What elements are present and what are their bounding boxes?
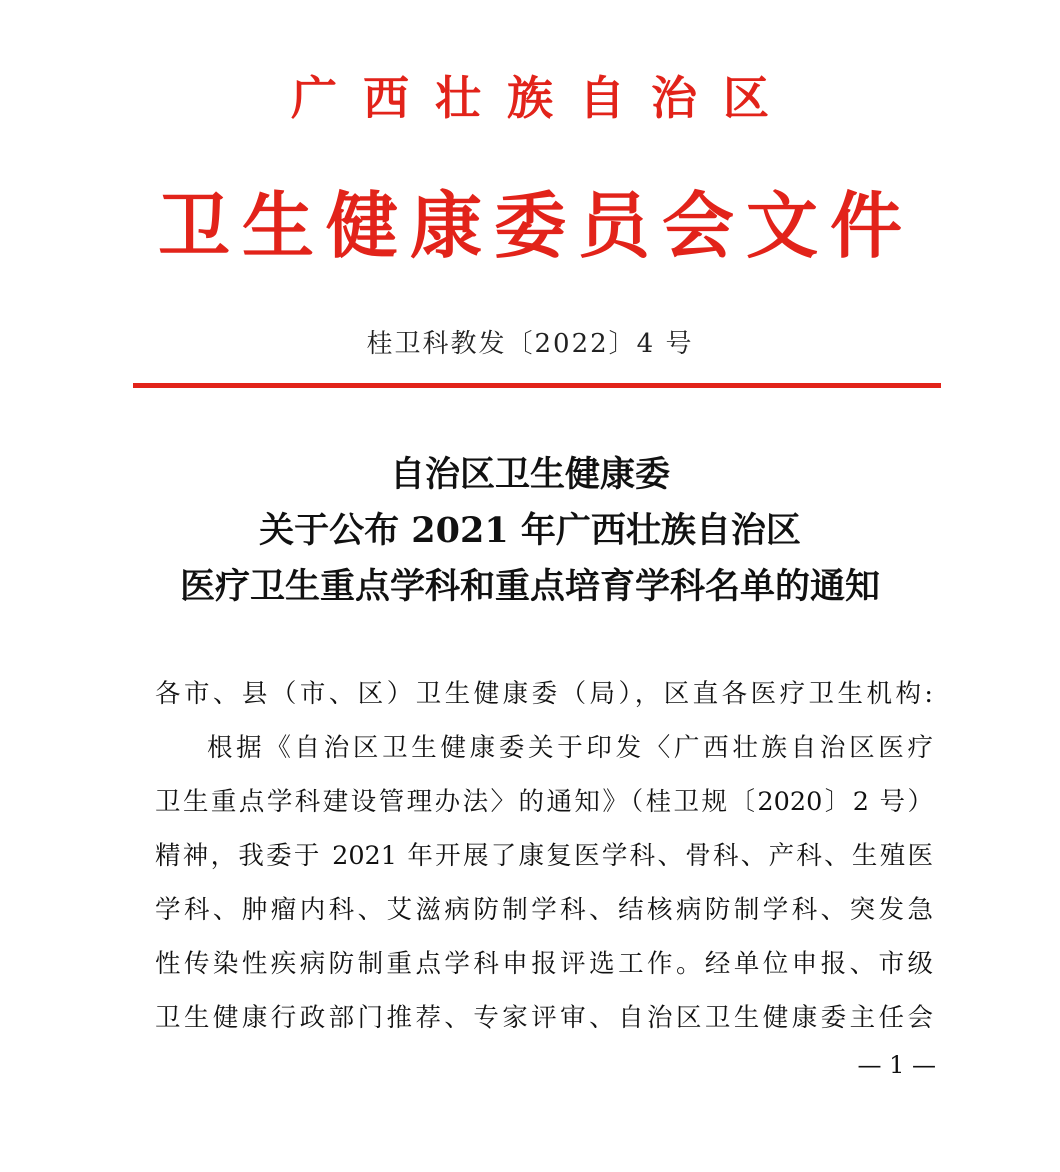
body-text-line: 学科、肿瘤内科、艾滋病防制学科、结核病防制学科、突发急 <box>155 895 933 925</box>
page-number: — 1 — <box>857 1051 936 1079</box>
body-text-line: 性传染性疾病防制重点学科申报评选工作。经单位申报、市级 <box>155 949 933 979</box>
issuer-name-line1: 广西壮族自治区 <box>291 71 795 125</box>
document-number: 桂卫科教发〔2022〕4 号 <box>366 329 694 359</box>
body-text-line: 卫生健康行政部门推荐、专家评审、自治区卫生健康委主任会 <box>155 1003 933 1033</box>
document-title-line3: 医疗卫生重点学科和重点培育学科名单的通知 <box>179 566 880 607</box>
red-separator-rule <box>133 383 941 388</box>
body-text-line: 根据《自治区卫生健康委关于印发〈广西壮族自治区医疗 <box>207 733 933 763</box>
body-text-line: 精神，我委于 2021 年开展了康复医学科、骨科、产科、生殖医 <box>155 841 933 871</box>
issuer-name-line2: 卫生健康委员会文件 <box>157 183 914 268</box>
salutation-line: 各市、县（市、区）卫生健康委（局），区直各医疗卫生机构: <box>155 679 933 709</box>
body-text-line: 卫生重点学科建设管理办法〉的通知》（桂卫规〔2020〕2 号） <box>155 787 933 817</box>
document-title-line1: 自治区卫生健康委 <box>389 454 670 495</box>
document-title-line2: 关于公布 2021 年广西壮族自治区 <box>259 510 801 551</box>
